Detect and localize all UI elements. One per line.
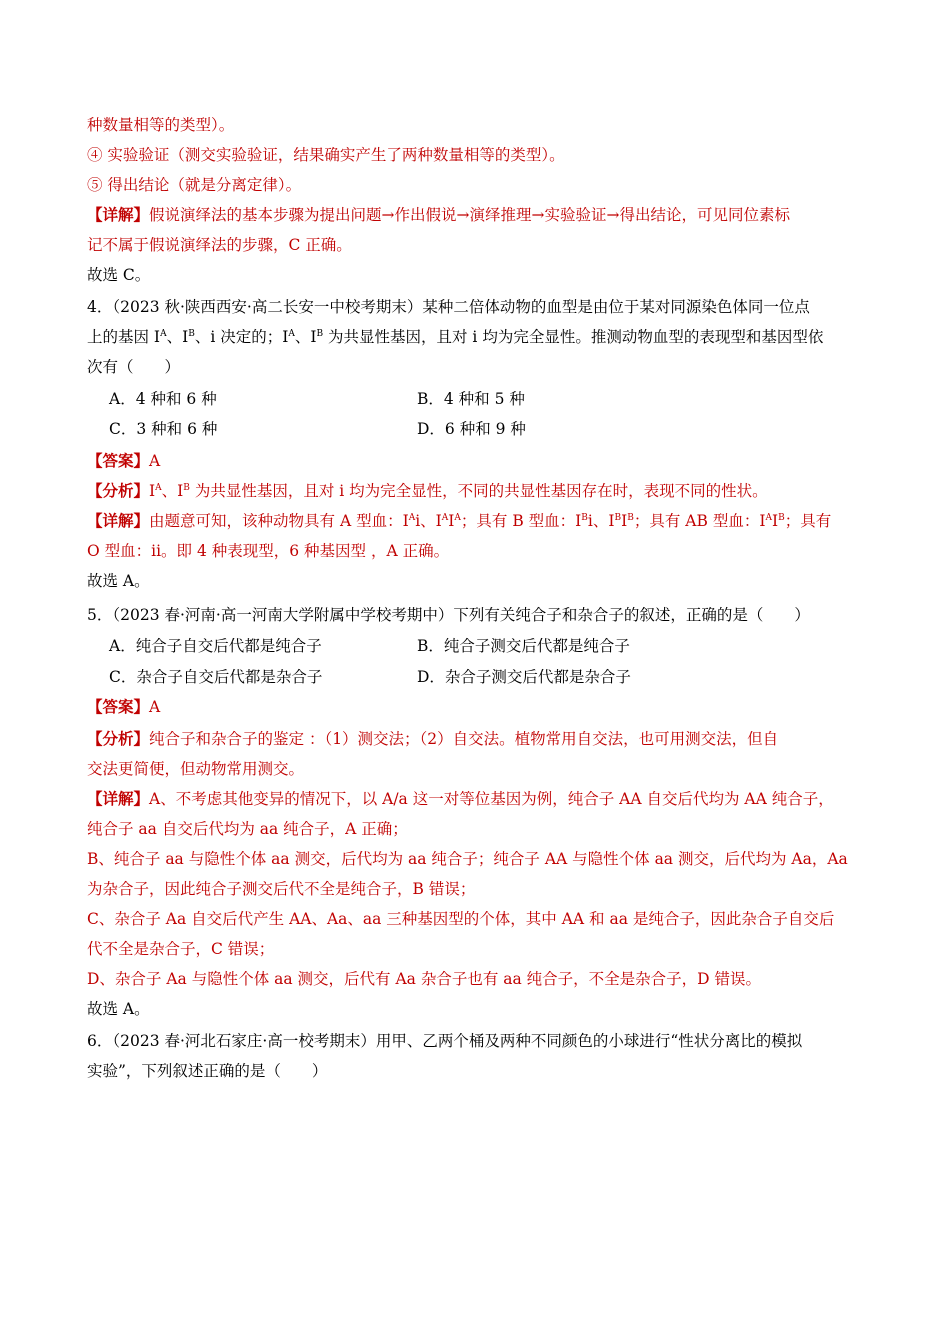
q4-option-c: C．3 种和 6 种: [109, 420, 218, 438]
q5-detail-line: D、杂合子 Aa 与隐性个体 aa 测交，后代有 Aa 杂合子也有 aa 纯合子，不全是杂合子，D 错误。: [87, 970, 762, 988]
q5-detail: 【详解】A、不考虑其他变异的情况下，以 A/a 这一对等位基因为例，纯合子 AA 自交后代均为 AA 纯合子，: [87, 789, 834, 808]
q5-detail-line: 代不全是杂合子，C 错误；: [87, 940, 275, 958]
q5-analysis: 【分析】纯合子和杂合子的鉴定 ：（1）测交法；（2）自交法。植物常用自交法，也可用测交法，但自: [87, 729, 779, 748]
q6-stem-line: 实验”，下列叙述正确的是（ ）: [87, 1062, 328, 1080]
q5-stem-line: 5．（2023 春·河南·高一河南大学附属中学校考期中）下列有关纯合子和杂合子的叙述，正确的是（ ）: [87, 606, 810, 624]
prev-text-line: ⑤ 得出结论（就是分离定律）。: [87, 176, 302, 194]
q4-analysis: 【分析】$I^A$、$I^B$ 为共显性基因，且对 i 均为完全显性，不同的共显性基因存在时，表现不同的性状。: [87, 481, 768, 500]
q5-analysis-line: 交法更简便，但动物常用测交。: [87, 760, 305, 778]
q5-answer: 【答案】A: [87, 697, 161, 716]
q5-detail-line: 纯合子 aa 自交后代均为 aa 纯合子，A 正确；: [87, 820, 408, 838]
q4-answer: 【答案】A: [87, 451, 161, 470]
q4-stem-line: 上的基因 $I^A$、$I^B$、i 决定的；$I^A$、$I^B$ 为共显性基因，且对 i 均为完全显性。推测动物血型的表现型和基因型依: [87, 328, 824, 346]
q5-detail-line: 为杂合子，因此纯合子测交后代不全是纯合子，B 错误；: [87, 880, 476, 898]
q4-detail-line: O 型血：ii。即 4 种表现型，6 种基因型 ，A 正确。: [87, 542, 450, 560]
q5-conclusion: 故选 A。: [87, 1000, 150, 1018]
prev-text-line: 种数量相等的类型）。: [87, 116, 235, 134]
prev-detail-line: 记不属于假说演绎法的步骤，C 正确。: [87, 236, 352, 254]
q6-stem-line: 6．（2023 春·河北石家庄·高一校考期末）用甲、乙两个桶及两种不同颜色的小球进行“性状分离比的模拟: [87, 1032, 803, 1050]
q5-option-b: B．纯合子测交后代都是纯合子: [417, 637, 630, 655]
q4-option-b: B．4 种和 5 种: [417, 390, 525, 408]
prev-conclusion: 故选 C。: [87, 266, 151, 284]
q5-option-d: D．杂合子测交后代都是杂合子: [417, 668, 631, 686]
q4-detail: 【详解】由题意可知，该种动物具有 A 型血：$I^Ai$、$I^AI^A$；具有 B 型血：$I^Bi$、$I^BI^B$；具有 AB 型血：$I^AI^B$；具有: [87, 511, 832, 530]
detail-tag: 【详解】: [87, 205, 150, 224]
prev-detail: 【详解】假说演绎法的基本步骤为提出问题→作出假说→演绎推理→实验验证→得出结论，可见同位素标: [87, 205, 790, 224]
q4-option-d: D．6 种和 9 种: [417, 420, 526, 438]
q4-option-a: A．4 种和 6 种: [109, 390, 217, 408]
prev-text-line: ④ 实验验证（测交实验验证，结果确实产生了两种数量相等的类型）。: [87, 146, 565, 164]
q4-stem-line: 次有（ ）: [87, 358, 181, 376]
q5-detail-line: B、纯合子 aa 与隐性个体 aa 测交，后代均为 aa 纯合子；纯合子 AA 与隐性个体 aa 测交，后代均为 Aa，Aa: [87, 850, 848, 868]
q5-option-c: C．杂合子自交后代都是杂合子: [109, 668, 323, 686]
q4-stem-line: 4．（2023 秋·陕西西安·高二长安一中校考期末）某种二倍体动物的血型是由位于某对同源染色体同一位点: [87, 298, 810, 316]
q5-detail-line: C、杂合子 Aa 自交后代产生 AA、Aa、aa 三种基因型的个体，其中 AA 和 aa 是纯合子，因此杂合子自交后: [87, 910, 835, 928]
q5-option-a: A．纯合子自交后代都是纯合子: [109, 637, 322, 655]
q4-conclusion: 故选 A。: [87, 572, 150, 590]
